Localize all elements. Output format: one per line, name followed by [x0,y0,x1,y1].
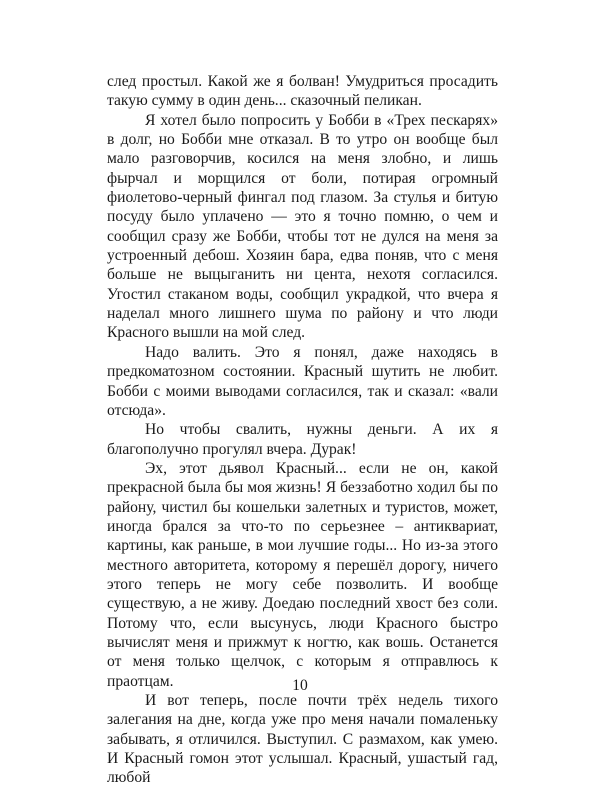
paragraph-red-devil: Эх, этот дьявол Красный... если не он, какой прекрасной была бы моя жизнь! Я беззаботно ходил бы по району, чистил бы кошельки залетных и туристов, может, иногда брался за что-то по серьезнее – антиквариат, картины, как раньше, в мои лучшие годы... Но из-за этого местного авторитета, которому я перешёл дорогу, ничего этого теперь не могу себе позволить. И вообще существую, а не живу. Доедаю последний хвост без соли. Потому что, если высунусь, люди Красного быстро вычислят меня и прижмут к ногтю, как вошь. Останется от меня только щелчок, с которым я отправлюсь к праотцам. [107,459,498,690]
paragraph-bobby-refusal: Я хотел было попросить у Бобби в «Трех пескарях» в долг, но Бобби мне отказал. В то утро он вообще был мало разговорчив, косился на меня злобно, и лишь фырчал и морщился от боли, потирая огромный фиолетово-черный фингал под глазом. За стулья и битую посуду было уплачено — это я точно помню, о чем и сообщил сразу же Бобби, чтобы тот не дулся на меня за устроенный дебош. Хозяин бара, едва поняв, что с меня больше не выцыганить ни цента, нехотя согласился. Угостил стаканом воды, сообщил украдкой, что вчера я наделал много лишнего шума по району и что люди Красного вышли на мой след. [107,111,498,342]
paragraph-three-weeks: И вот теперь, после почти трёх недель тихого залегания на дне, когда уже про меня начали помаленьку забывать, я отличился. Выступил. С размахом, как умею. И Красный гомон этот услышал. Красный, ушастый гад, любой [107,692,498,787]
paragraph-need-to-leave: Надо валить. Это я понял, даже находясь в предкоматозном состоянии. Красный шутить не любит. Бобби с моими выводами согласился, так и сказал: «вали отсюда». [107,343,498,419]
paragraph-need-money: Но чтобы свалить, нужны деньги. А их я благополучно прогулял вчера. Дурак! [107,421,498,458]
page-number: 10 [292,677,308,694]
paragraph-continuation: след простыл. Какой же я болван! Умудриться просадить такую сумму в один день... сказочный пеликан. [107,73,498,110]
